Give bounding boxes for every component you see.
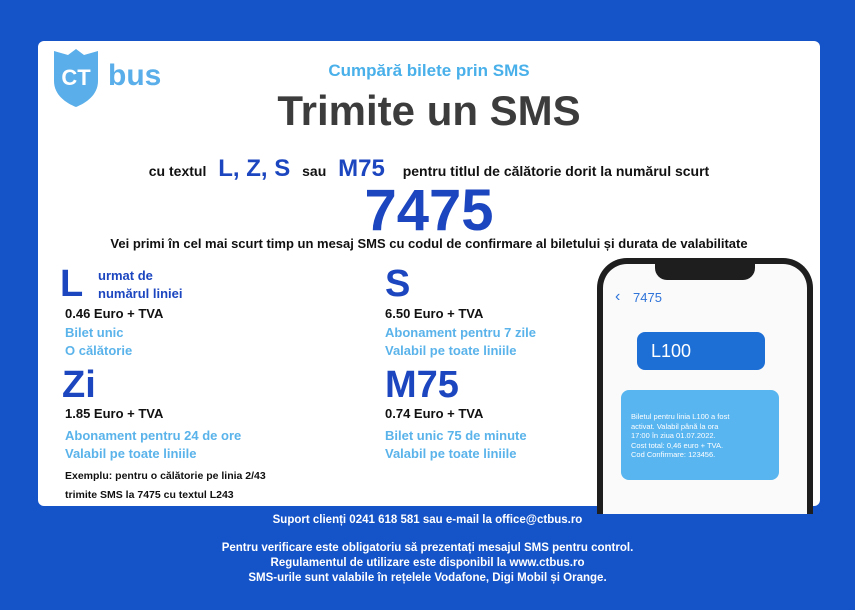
ticket-desc-line1: Abonament pentru 24 de ore (65, 428, 242, 443)
code-m75: M75 (338, 155, 385, 182)
chat-contact: 7475 (633, 290, 662, 305)
support-contact: Suport clienți 0241 618 581 sau e-mail la office@ctbus.ro (272, 514, 583, 526)
ticket-desc-line2: Valabil pe toate liniile (385, 446, 517, 461)
example-text (65, 467, 266, 505)
received-message-bubble (621, 390, 779, 480)
ticket-desc-line1: Abonament pentru 7 zile (385, 325, 536, 340)
poster-card (38, 41, 820, 506)
footer-line1: Pentru verificare este obligatoriu să prezentați mesajul SMS pentru control. (221, 542, 634, 554)
instruction-suffix: pentru titlul de călătorie dorit la numărul scurt (402, 163, 710, 179)
ticket-code: Zi (62, 364, 96, 406)
ticket-note-line1: urmat de (98, 268, 153, 283)
footer-line2: Regulamentul de utilizare este disponibil la www.ctbus.ro (270, 557, 585, 569)
sent-message-bubble: L100 (637, 332, 765, 370)
ticket-l (60, 263, 183, 305)
confirmation-text: Vei primi în cel mai scurt timp un mesaj SMS cu codul de confirmare al biletului și durata de valabilitate (110, 236, 748, 251)
ticket-desc-line1: Bilet unic 75 de minute (385, 428, 527, 443)
codes-lzs: L, Z, S (218, 155, 291, 182)
ticket-note-line2: numărul liniei (98, 286, 183, 301)
ticket-description (385, 324, 536, 360)
ticket-description (385, 427, 527, 463)
page-title: Trimite un SMS (277, 87, 581, 134)
ticket-desc-line2: O călătorie (65, 343, 133, 358)
received-line: Biletul pentru linia L100 a fost (631, 412, 730, 421)
subtitle: Cumpără bilete prin SMS (328, 61, 530, 80)
phone-illustration (597, 258, 813, 514)
ticket-desc-line2: Valabil pe toate liniile (385, 343, 517, 358)
example-line1: Exemplu: pentru o călătorie pe linia 2/43 (65, 470, 266, 482)
received-line: activat. Valabil până la ora (631, 421, 719, 431)
ticket-price: 0.74 Euro + TVA (385, 406, 484, 421)
footer-line3: SMS-urile sunt valabile în rețelele Vodafone, Digi Mobil și Orange. (248, 572, 607, 584)
back-chevron-icon: ‹ (615, 288, 621, 305)
ticket-price: 0.46 Euro + TVA (65, 306, 164, 321)
ticket-code: M75 (385, 364, 459, 406)
instruction-or: sau (302, 163, 327, 179)
ticket-price: 6.50 Euro + TVA (385, 306, 484, 321)
received-line: Cod Confirmare: 123456. (631, 450, 716, 459)
short-number: 7475 (364, 178, 494, 243)
received-line: Cost total: 0,46 euro + TVA. (631, 440, 724, 450)
example-line2: trimite SMS la 7475 cu textul L243 (65, 489, 234, 501)
ticket-note (98, 267, 183, 303)
ticket-description (65, 324, 132, 360)
ticket-description (65, 427, 241, 463)
logo-text: bus (108, 59, 162, 92)
ticket-price: 1.85 Euro + TVA (65, 406, 164, 421)
ticket-code: L (60, 263, 84, 305)
logo-shield-text: CT (61, 65, 91, 90)
ticket-desc-line1: Bilet unic (65, 325, 124, 340)
received-line: 17:00 în ziua 01.07.2022. (631, 431, 716, 440)
instruction-prefix: cu textul (148, 163, 207, 179)
phone-notch (655, 262, 755, 280)
ticket-code: S (385, 263, 411, 305)
ticket-desc-line2: Valabil pe toate liniile (65, 446, 197, 461)
